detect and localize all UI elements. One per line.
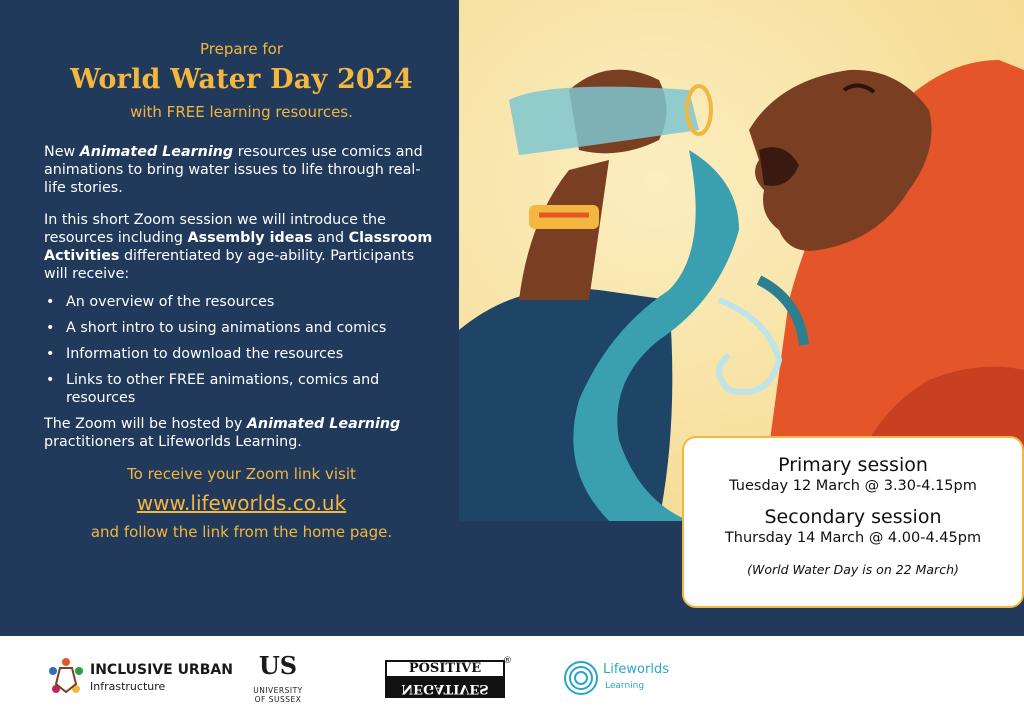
cta-line-2: and follow the link from the home page. bbox=[90, 523, 393, 541]
pn-top-word: POSITIVE bbox=[385, 660, 505, 678]
people-circle-icon bbox=[46, 656, 86, 700]
classroom-activities-bold: Classroom Activities bbox=[44, 230, 433, 264]
lifeworlds-wordmark: Lifeworlds bbox=[603, 662, 669, 677]
intro-p2-rest: differentiated by age-ability. Participants will receive: bbox=[44, 248, 415, 282]
list-item bbox=[44, 293, 439, 311]
us-line-1: UNIVERSITY bbox=[253, 686, 303, 695]
list-item bbox=[44, 371, 439, 407]
primary-session-title: Primary session bbox=[778, 454, 928, 476]
intro-paragraph-2 bbox=[44, 211, 439, 283]
intro-paragraph-1 bbox=[44, 143, 439, 197]
bullet-icon: • bbox=[46, 320, 55, 336]
info-column bbox=[44, 40, 439, 541]
primary-session-date: Tuesday 12 March @ 3.30-4.15pm bbox=[729, 478, 977, 494]
inclusive-urban-logo bbox=[46, 656, 233, 702]
list-item bbox=[44, 345, 439, 363]
iui-word-2: URBAN bbox=[177, 662, 233, 678]
session-card bbox=[682, 436, 1024, 608]
learning-wordmark: Learning bbox=[605, 681, 645, 691]
bullet-icon: • bbox=[46, 346, 55, 362]
event-subtitle: with FREE learning resources. bbox=[130, 103, 353, 121]
registered-mark: ® bbox=[503, 656, 512, 666]
list-item-text: A short intro to using animations and comics bbox=[66, 320, 387, 336]
host-bold: Animated Learning bbox=[246, 416, 401, 432]
host-paragraph bbox=[44, 415, 439, 451]
animated-learning-bold: Animated Learning bbox=[79, 144, 234, 160]
list-item-text: Links to other FREE animations, comics and resources bbox=[66, 372, 380, 406]
list-item-text: Information to download the resources bbox=[66, 346, 344, 362]
event-title: World Water Day 2024 bbox=[70, 64, 413, 95]
iui-line-2: Infrastructure bbox=[90, 680, 166, 693]
list-item-text: An overview of the resources bbox=[66, 294, 275, 310]
intro-p2-text: In this short Zoom session we will introduce the resources including bbox=[44, 212, 386, 246]
host-rest: practitioners at Lifeworlds Learning. bbox=[44, 434, 302, 450]
positive-negatives-logo bbox=[385, 656, 512, 700]
partner-logos bbox=[0, 636, 1024, 724]
university-of-sussex-logo bbox=[248, 651, 308, 716]
lifeworlds-learning-logo bbox=[563, 656, 693, 704]
lifeworlds-circle-icon bbox=[563, 660, 599, 696]
intro-p1-rest: resources use comics and animations to bring water issues to life through real-life stories. bbox=[44, 144, 423, 196]
website-link[interactable]: www.lifeworlds.co.uk bbox=[136, 491, 347, 515]
us-mark: US bbox=[258, 651, 298, 680]
benefits-list bbox=[44, 293, 439, 407]
intro-p2-and: and bbox=[312, 230, 349, 246]
iui-word-1: INCLUSIVE bbox=[90, 662, 173, 678]
assembly-ideas-bold: Assembly ideas bbox=[187, 230, 313, 246]
secondary-session-date: Thursday 14 March @ 4.00-4.45pm bbox=[724, 530, 982, 546]
bullet-icon: • bbox=[46, 294, 55, 310]
intro-p1-text: New bbox=[44, 144, 80, 160]
cta-line: To receive your Zoom link visit bbox=[127, 465, 356, 483]
pre-title: Prepare for bbox=[199, 40, 284, 58]
secondary-session-title: Secondary session bbox=[764, 506, 942, 528]
world-water-day-note: (World Water Day is on 22 March) bbox=[747, 562, 959, 577]
list-item bbox=[44, 319, 439, 337]
pn-bottom-word: NEGATIVES bbox=[385, 678, 505, 698]
host-text: The Zoom will be hosted by bbox=[44, 416, 247, 432]
bullet-icon: • bbox=[46, 372, 55, 388]
us-line-2: OF SUSSEX bbox=[254, 695, 302, 704]
